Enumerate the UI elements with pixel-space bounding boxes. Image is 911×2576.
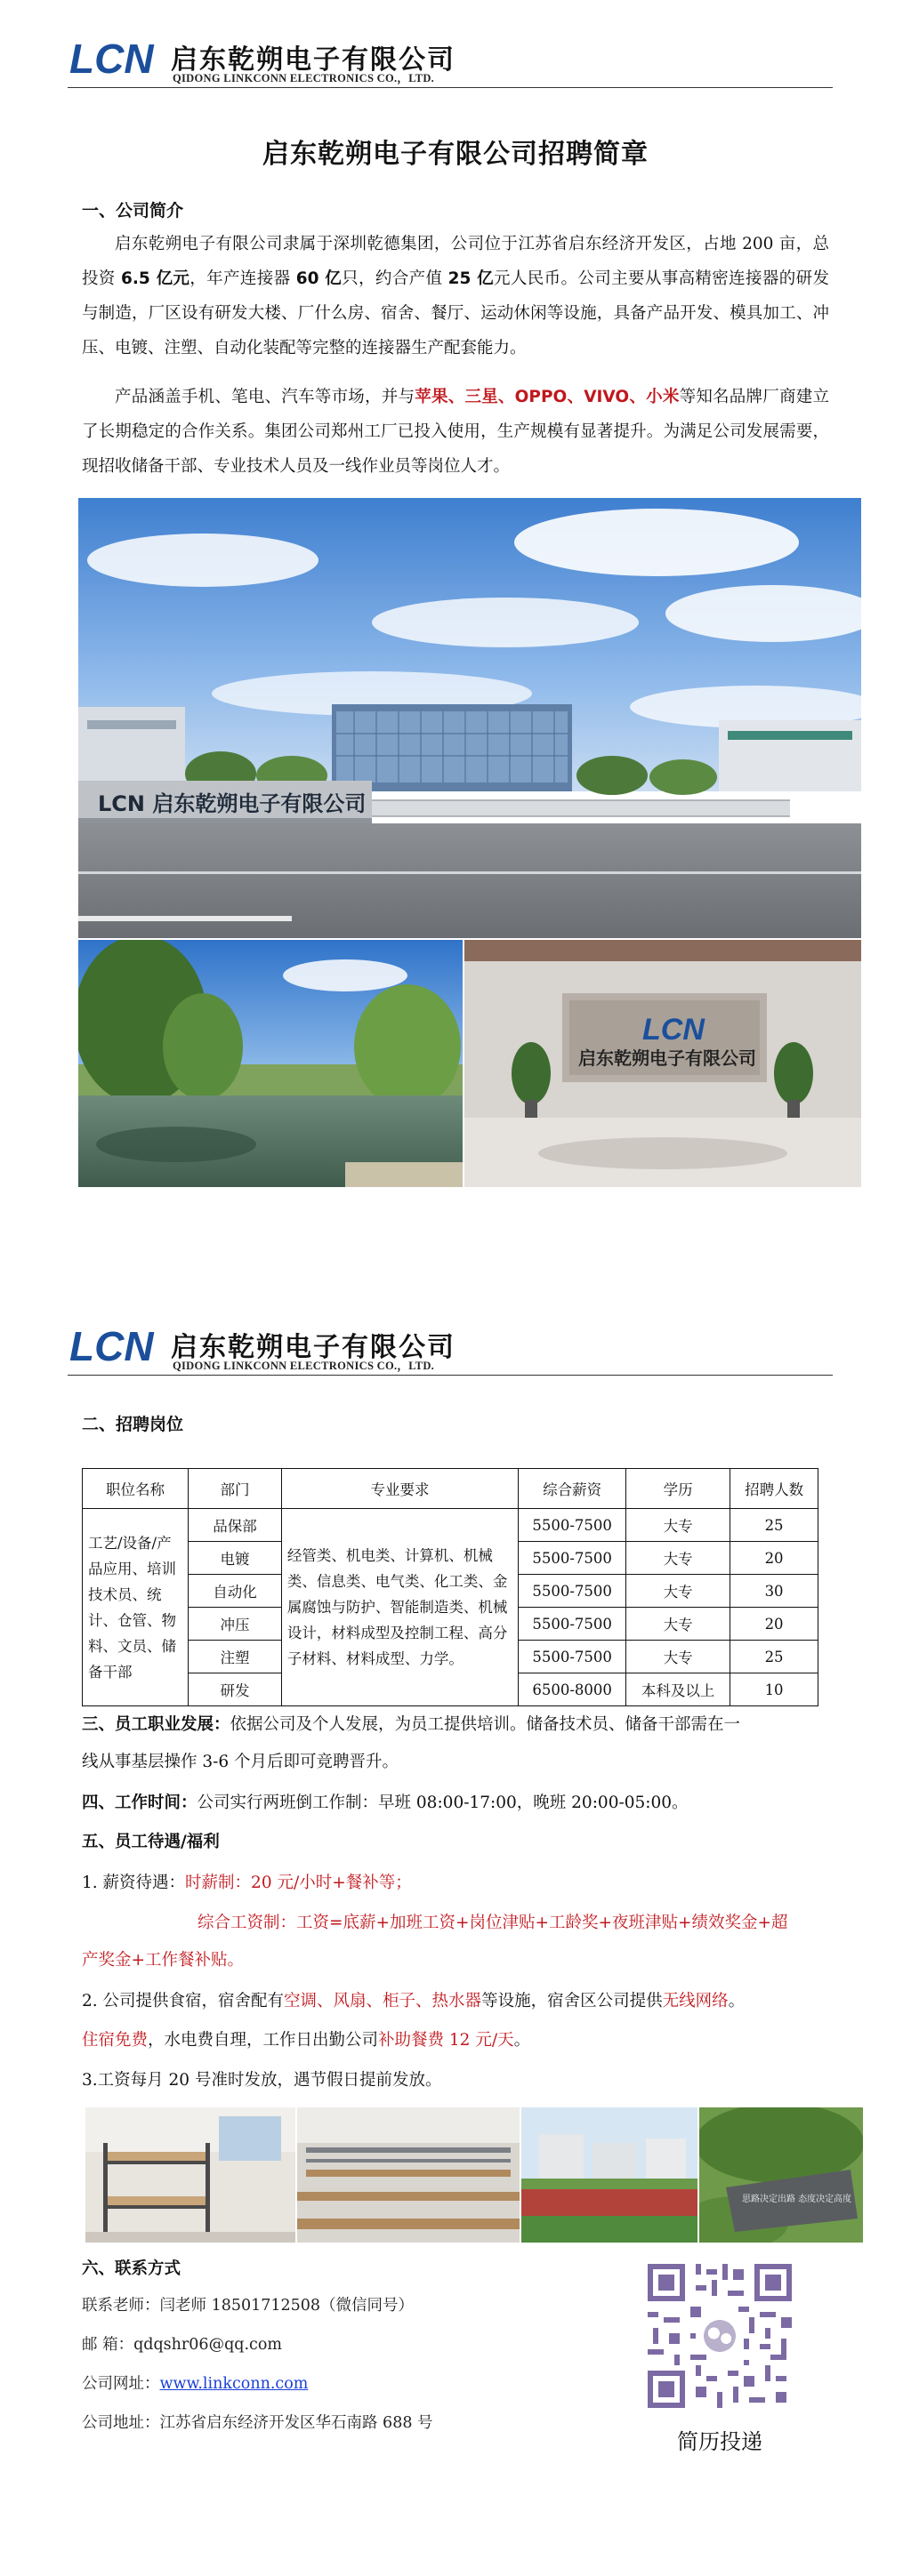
intro-paragraph-1: 启东乾朔电子有限公司隶属于深圳乾德集团，公司位于江苏省启东经济开发区，占地 200 亩，总投资 6.5 亿元，年产连接器 60 亿只，约合产值 25 亿元人民币。公司主要从事高精密连接器的研发与制造，厂区设有研发大楼、厂什么房、宿舍、餐厅、运动休闲等设施，具备产品开发、模具加工、冲压、电镀、注塑、自动化装配等完整的连接器生产配套能力。 [82, 235, 829, 357]
benefit-total-line-1: 综合工资制：工资=底薪+加班工资+岗位津贴+工龄奖+夜班津贴+绩效奖金+超 [198, 1914, 788, 1932]
section-heading-career: 三、员工职业发展： [82, 1715, 230, 1734]
garden-stone-photo [699, 2107, 863, 2243]
factory-gate-photo [78, 498, 861, 938]
section-heading-benefits: 五、员工待遇/福利 [82, 1833, 220, 1851]
section-heading-intro: 一、公司简介 [82, 201, 184, 221]
sports-field-photo [521, 2107, 697, 2243]
table-row [83, 1509, 818, 1542]
salary-cell: 5500-7500 [519, 1542, 626, 1575]
dept-cell: 品保部 [189, 1509, 282, 1542]
count-cell: 20 [730, 1608, 818, 1641]
benefit-housing-line-2: 住宿免费，水电费自理，工作日出勤公司补助餐费 12 元/天。 [82, 2031, 531, 2050]
dept-cell: 注塑 [189, 1641, 282, 1673]
edu-cell: 大专 [626, 1509, 730, 1542]
salary-cell: 6500-8000 [519, 1673, 626, 1706]
brand-list: 苹果、三星、OPPO、VIVO、小米 [415, 388, 680, 406]
edu-cell: 本科及以上 [626, 1673, 730, 1706]
lcn-logo-icon [68, 36, 165, 80]
career-line-2: 线从事基层操作 3-6 个月后即可竞聘晋升。 [82, 1753, 399, 1771]
svg-text:思路决定出路 态度决定高度: 思路决定出路 态度决定高度 [742, 2195, 852, 2204]
count-cell: 10 [730, 1673, 818, 1706]
svg-text:LCN: LCN [69, 1323, 154, 1368]
table-header-row [83, 1469, 818, 1509]
dept-cell: 自动化 [189, 1575, 282, 1608]
letterhead-second-page [68, 1323, 851, 1373]
qr-caption: 简历投递 [677, 2429, 762, 2454]
column-header: 招聘人数 [730, 1469, 818, 1509]
column-header: 部门 [189, 1469, 282, 1509]
svg-text:LCN: LCN [69, 36, 154, 80]
page-title: 启东乾朔电子有限公司招聘简章 [262, 139, 649, 170]
column-header: 专业要求 [281, 1469, 518, 1509]
website-link[interactable]: www.linkconn.com [159, 2375, 309, 2393]
count-cell: 25 [730, 1509, 818, 1542]
count-cell: 30 [730, 1575, 818, 1608]
svg-text:LCN 启东乾朔电子有限公司: LCN 启东乾朔电子有限公司 [98, 791, 367, 816]
column-header: 职位名称 [83, 1469, 189, 1509]
canteen-photo [297, 2107, 520, 2243]
lcn-logo-icon [68, 1323, 165, 1368]
salary-cell: 5500-7500 [519, 1575, 626, 1608]
contact-email: 邮 箱：qdqshr06@qq.com [82, 2336, 282, 2354]
benefit-housing-line-1: 2. 公司提供食宿，宿舍配有空调、风扇、柜子、热水器等设施，宿舍区公司提供无线网络。 [82, 1992, 746, 2010]
resume-qr-code[interactable] [642, 2259, 797, 2413]
contact-teacher: 联系老师：闫老师 18501712508（微信同号） [82, 2297, 415, 2315]
benefit-total-line-2: 产奖金+工作餐补贴。 [82, 1951, 245, 1970]
salary-cell: 5500-7500 [519, 1608, 626, 1641]
intro-paragraph-2: 产品涵盖手机、笔电、汽车等市场，并与苹果、三星、OPPO、VIVO、小米等知名品牌厂商建立了长期稳定的合作关系。集团公司郑州工厂已投入使用，生产规模有显著提升。为满足公司发展需要，现招收储备干部、专业技术人员及一线作业员等岗位人才。 [82, 388, 829, 476]
benefit-salary-line: 1. 薪资待遇：时薪制：20 元/小时+餐补等； [82, 1874, 412, 1892]
header-rule [68, 87, 833, 88]
section-heading-contact: 六、联系方式 [82, 2259, 181, 2278]
dormitory-photo [85, 2107, 295, 2243]
edu-cell: 大专 [626, 1608, 730, 1641]
company-name-en: QIDONG LINKCONN ELECTRONICS CO.，LTD. [173, 72, 435, 84]
letterhead-top [68, 36, 851, 85]
dept-cell: 电镀 [189, 1542, 282, 1575]
company-name-en: QIDONG LINKCONN ELECTRONICS CO.，LTD. [173, 1360, 435, 1372]
company-name-cn: 启东乾朔电子有限公司 [171, 1332, 456, 1363]
salary-cell: 5500-7500 [519, 1641, 626, 1673]
edu-cell: 大专 [626, 1542, 730, 1575]
dept-cell: 研发 [189, 1673, 282, 1706]
contact-website: 公司网址：www.linkconn.com [82, 2375, 309, 2393]
company-name-cn: 启东乾朔电子有限公司 [171, 44, 456, 76]
count-cell: 20 [730, 1542, 818, 1575]
count-cell: 25 [730, 1641, 818, 1673]
position-cell: 工艺/设备/产品应用、培训技术员、统计、仓管、物料、文员、储备干部 [83, 1509, 189, 1706]
jobs-table [82, 1468, 818, 1706]
section-heading-jobs: 二、招聘岗位 [82, 1415, 184, 1434]
column-header: 学历 [626, 1469, 730, 1509]
dept-cell: 冲压 [189, 1608, 282, 1641]
career-line-1: 三、员工职业发展：依据公司及个人发展，为员工提供培训。储备技术员、储备干部需在一 [82, 1715, 741, 1734]
svg-text:LCN: LCN [642, 1013, 705, 1047]
svg-text:启东乾朔电子有限公司: 启东乾朔电子有限公司 [578, 1047, 756, 1069]
spec-cell: 经管类、机电类、计算机、机械类、信息类、电气类、化工类、金属腐蚀与防护、智能制造类、机械设计，材料成型及控制工程、高分子材料、材料成型、力学。 [281, 1509, 518, 1706]
lobby-photo [464, 940, 861, 1187]
salary-cell: 5500-7500 [519, 1509, 626, 1542]
contact-address: 公司地址：江苏省启东经济开发区华石南路 688 号 [82, 2414, 433, 2432]
edu-cell: 大专 [626, 1575, 730, 1608]
worktime-line: 四、工作时间：公司实行两班倒工作制：早班 08:00-17:00，晚班 20:00-05:00。 [82, 1794, 689, 1812]
header-rule [68, 1375, 833, 1376]
section-heading-worktime: 四、工作时间： [82, 1794, 198, 1812]
edu-cell: 大专 [626, 1641, 730, 1673]
lake-photo [78, 940, 463, 1187]
benefit-payday-line: 3.工资每月 20 号准时发放，遇节假日提前发放。 [82, 2071, 442, 2090]
column-header: 综合薪资 [519, 1469, 626, 1509]
